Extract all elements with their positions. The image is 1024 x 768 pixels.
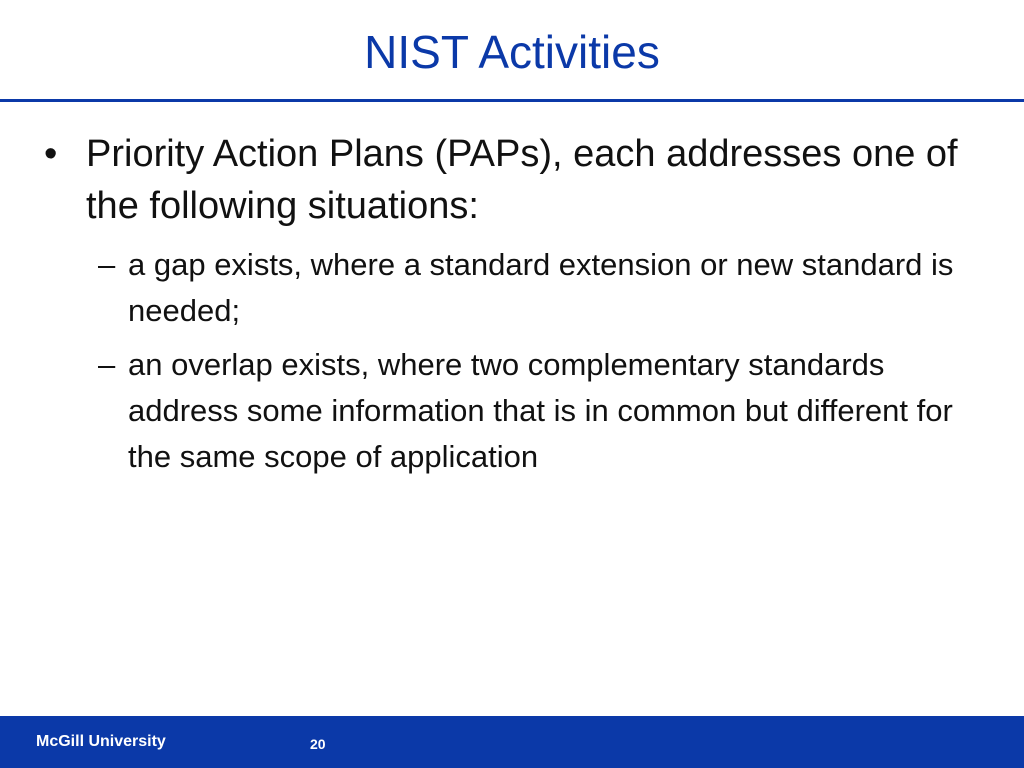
subbullet-item	[40, 242, 1000, 334]
subbullet-text: a gap exists, where a standard extension or new standard is needed;	[128, 247, 954, 328]
footer-organization: McGill University	[36, 733, 166, 750]
page-number: 20	[310, 736, 326, 752]
bullet-marker: •	[44, 133, 58, 175]
slide-content	[40, 128, 1000, 488]
bullet-text: Priority Action Plans (PAPs), each addresses one of the following situations:	[86, 133, 958, 227]
title-divider	[0, 99, 1024, 102]
subbullet-text: an overlap exists, where two complementary standards address some information that is in common but different for the same scope of application	[128, 347, 953, 474]
subbullet-marker: –	[98, 247, 116, 282]
subbullet-marker: –	[98, 347, 116, 382]
subbullet-item	[40, 342, 1000, 480]
bullet-item	[40, 128, 1000, 232]
footer-bar	[0, 716, 1024, 768]
slide-title: NIST Activities	[364, 26, 660, 78]
